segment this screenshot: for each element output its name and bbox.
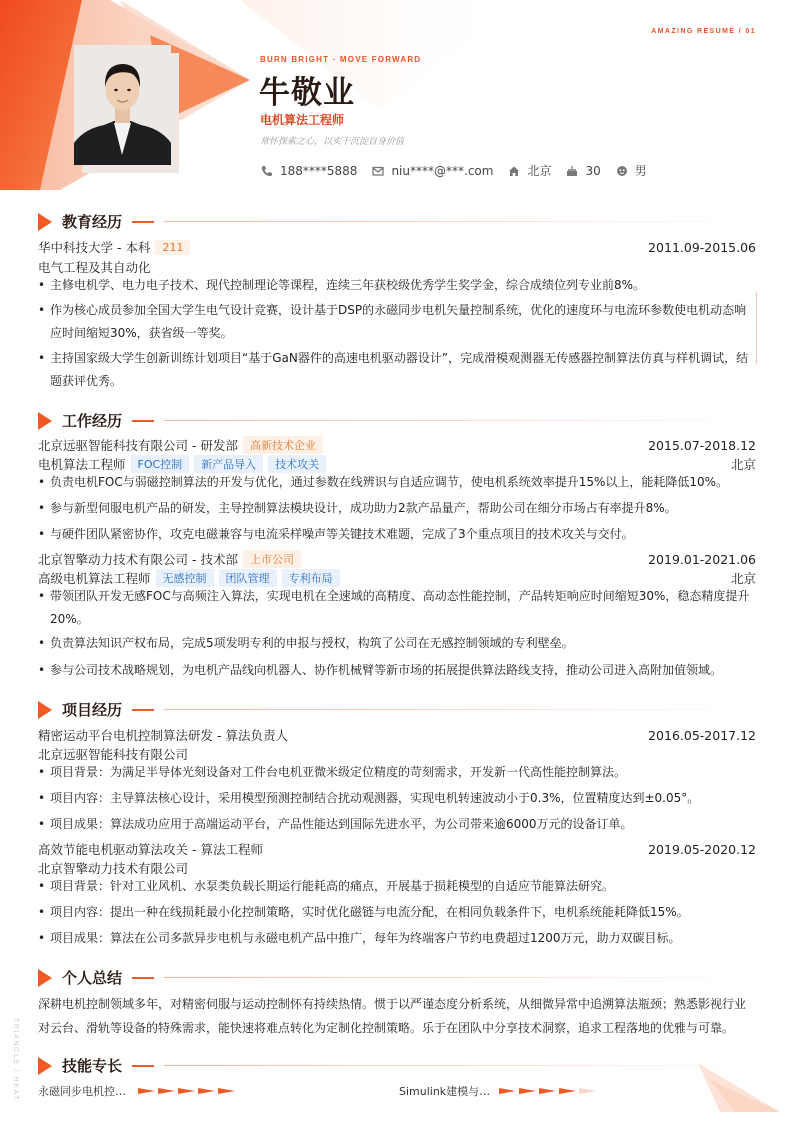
- section-heading: 教育经历: [62, 213, 123, 231]
- job-title: 电机算法工程师: [260, 113, 345, 127]
- corner-decoration: [690, 1060, 794, 1123]
- avatar: [74, 45, 171, 165]
- gender-icon: [615, 164, 629, 178]
- divider: [756, 292, 757, 364]
- project-date: 2019.05-2020.12: [648, 841, 756, 857]
- list-item: • 项目成果：算法成功应用于高端运动平台，产品性能达到国际先进水平，为公司带来逾6000万元的设备订单。: [38, 813, 756, 836]
- skill-level-arrow: [158, 1088, 175, 1094]
- skill-level-arrow: [198, 1088, 215, 1094]
- role-tag: 团队管理: [219, 569, 277, 587]
- project-header: [38, 726, 756, 744]
- skill-level-arrow: [138, 1088, 155, 1094]
- skill-level-arrow: [519, 1088, 536, 1094]
- city-text: 北京: [527, 164, 552, 178]
- project-company: 北京远驱智能科技有限公司: [38, 747, 189, 762]
- candidate-name: 牛敬业: [259, 75, 355, 111]
- list-item: • 主持国家级大学生创新训练计划项目“基于GaN器件的高速电机驱动器设计”，完成滑模观测器无传感器控制算法仿真与样机调试，结题获评优秀。: [38, 347, 756, 393]
- corner-label: AMAZING RESUME / 01: [651, 28, 756, 35]
- list-item: • 参与新型伺服电机产品的研发，主导控制算法模块设计，成功助力2款产品量产，帮助公司在细分市场占有率提升8%。: [38, 497, 756, 520]
- education-major: 电气工程及其自动化: [38, 260, 151, 275]
- skill-level-arrow: [499, 1088, 516, 1094]
- triangle-icon: [38, 1057, 52, 1075]
- section-heading: 个人总结: [62, 969, 123, 987]
- skill-level: [138, 1088, 238, 1094]
- skill-label: 永磁同步电机控…: [38, 1085, 126, 1098]
- skill-level-arrow: [559, 1088, 576, 1094]
- phone-text: 188****5888: [280, 163, 358, 178]
- age-text: 30: [585, 163, 601, 178]
- home-icon: [507, 164, 521, 178]
- work-header: [38, 550, 756, 568]
- project-header: [38, 840, 756, 858]
- list-item: • 项目背景：针对工业风机、水泵类负载长期运行能耗高的痛点，开展基于损耗模型的自适应节能算法研究。: [38, 875, 756, 898]
- section-education-title: [38, 211, 758, 232]
- list-item: • 参与公司技术战略规划，为电机产品线向机器人、协作机械臂等新市场的拓展提供算法路线支持，推动公司进入高附加值领域。: [38, 659, 756, 682]
- list-item: • 项目成果：算法在公司多款异步电机与永磁电机产品中推广，每年为终端客户节约电费超过1200万元，助力双碳目标。: [38, 927, 756, 950]
- section-heading: 项目经历: [62, 701, 123, 719]
- project-name: 精密运动平台电机控制算法研发 - 算法负责人: [38, 728, 288, 743]
- skill-level: [499, 1088, 599, 1094]
- phone-icon: [260, 164, 274, 178]
- section-summary-title: [38, 967, 758, 988]
- list-item: • 作为核心成员参加全国大学生电气设计竞赛，设计基于DSP的永磁同步电机矢量控制系统，优化的速度环与电流环参数使电机动态响应时间缩短30%，获省级一等奖。: [38, 299, 756, 345]
- project-date: 2016.05-2017.12: [648, 727, 756, 743]
- role-tag: 专利布局: [282, 569, 340, 587]
- email-text: niu****@***.com: [391, 163, 494, 178]
- mail-icon: [371, 164, 385, 178]
- triangle-icon: [38, 213, 52, 231]
- work-city: 北京: [730, 571, 756, 586]
- section-projects-title: [38, 699, 758, 720]
- work-date: 2015.07-2018.12: [648, 437, 756, 453]
- list-item: • 带领团队开发无感FOC与高频注入算法，实现电机在全速域的高精度、高动态性能控制，产品转矩响应时间缩短30%，稳态精度提升20%。: [38, 585, 756, 631]
- triangle-icon: [38, 412, 52, 430]
- education-header: [38, 238, 756, 256]
- list-item: • 项目内容：提出一种在线损耗最小化控制策略，实时优化磁链与电流分配，在相同负载条件下，电机系统能耗降低15%。: [38, 901, 756, 924]
- work-city: 北京: [730, 457, 756, 472]
- role-tag: 无感控制: [156, 569, 214, 587]
- school-tag: 211: [155, 240, 190, 255]
- skill-item: [38, 1083, 238, 1099]
- company-tag: 高新技术企业: [243, 436, 323, 454]
- motto: 常怀探索之心，以实干沉淀自身价值: [260, 137, 405, 147]
- list-item: • 负责算法知识产权布局，完成5项发明专利的申报与授权，构筑了公司在无感控制领域的专利壁垒。: [38, 632, 756, 655]
- skill-level-arrow: [178, 1088, 195, 1094]
- education-date: 2011.09-2015.06: [648, 239, 756, 255]
- section-work-title: [38, 410, 758, 431]
- company-name: 北京远驱智能科技有限公司 - 研发部: [38, 438, 238, 453]
- work-header: [38, 436, 756, 454]
- header-tagline: BURN BRIGHT · MOVE FORWARD: [260, 55, 422, 64]
- list-item: • 项目内容：主导算法核心设计，采用模型预测控制结合扰动观测器，实现电机转速波动小于0.3%，位置精度达到±0.05°。: [38, 787, 756, 810]
- list-item: • 与硬件团队紧密协作，攻克电磁兼容与电流采样噪声等关键技术难题，完成了3个重点项目的技术攻关与交付。: [38, 523, 756, 546]
- section-skills-title: [38, 1055, 758, 1076]
- skill-item: [399, 1083, 599, 1099]
- skill-level-arrow: [218, 1088, 235, 1094]
- skill-label: Simulink建模与…: [399, 1085, 491, 1098]
- company-tag: 上市公司: [243, 550, 301, 568]
- triangle-icon: [38, 701, 52, 719]
- section-heading: 技能专长: [62, 1057, 123, 1075]
- contact-info: [260, 162, 661, 179]
- role-title: 电机算法工程师: [38, 457, 126, 472]
- company-name: 北京智擎动力技术有限公司 - 技术部: [38, 552, 238, 567]
- skill-level-arrow: [539, 1088, 556, 1094]
- summary-text: 深耕电机控制领域多年，对精密伺服与运动控制怀有持续热情。惯于以严谨态度分析系统，从细微异常中追溯算法瓶颈；熟悉影视行业对云台、滑轨等设备的特殊需求，能快速将难点转化为定制化控制策略。乐于在团队中分享技术洞察，追求工程落地的优雅与可靠。: [38, 997, 747, 1035]
- cake-icon: [565, 164, 579, 178]
- role-tag: FOC控制: [131, 455, 190, 473]
- school-name: 华中科技大学 - 本科: [38, 240, 151, 255]
- role-tag: 新产品导入: [194, 455, 263, 473]
- project-name: 高效节能电机驱动算法攻关 - 算法工程师: [38, 842, 263, 857]
- list-item: • 主修电机学、电力电子技术、现代控制理论等课程，连续三年获校级优秀学生奖学金，综合成绩位列专业前8%。: [38, 274, 756, 297]
- project-company: 北京智擎动力技术有限公司: [38, 861, 189, 876]
- skill-level-arrow: [579, 1088, 596, 1094]
- gender-text: 男: [634, 164, 647, 178]
- side-label: TRIANGLE / HEAT: [12, 1018, 19, 1101]
- list-item: • 负责电机FOC与弱磁控制算法的开发与优化，通过参数在线辨识与自适应调节，使电机系统效率提升15%以上，能耗降低10%。: [38, 471, 756, 494]
- list-item: • 项目背景：为满足半导体光刻设备对工件台电机亚微米级定位精度的苛刻需求，开发新一代高性能控制算法。: [38, 761, 756, 784]
- section-heading: 工作经历: [62, 412, 123, 430]
- work-date: 2019.01-2021.06: [648, 551, 756, 567]
- role-title: 高级电机算法工程师: [38, 571, 151, 586]
- role-tag: 技术攻关: [268, 455, 326, 473]
- triangle-icon: [38, 969, 52, 987]
